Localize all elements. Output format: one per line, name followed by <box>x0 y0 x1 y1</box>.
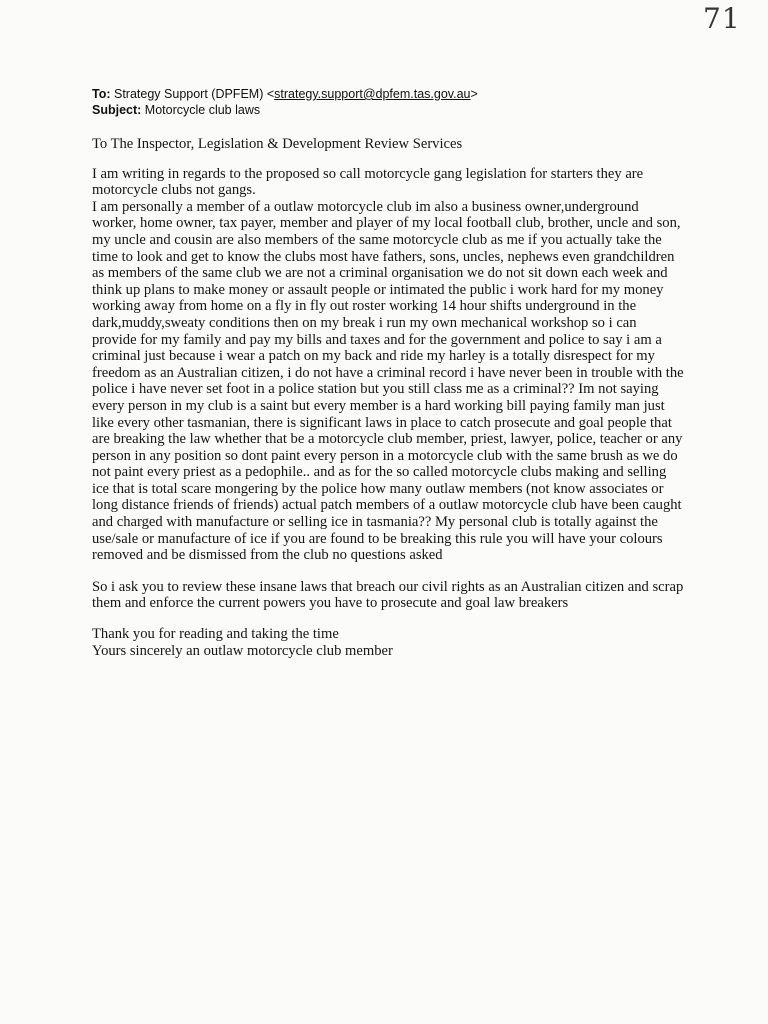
subject-text: Motorcycle club laws <box>144 103 261 117</box>
handwritten-page-number: 71 <box>703 2 741 35</box>
closing-thanks: Thank you for reading and taking the time <box>92 626 339 643</box>
paragraph-request: So i ask you to review these insane laws that breach our civil rights as an Australian citizen and scrap them and enforce the current powers you have to prosecute and goal law breakers <box>92 578 684 612</box>
salutation: To The Inspector, Legislation & Development Review Services <box>92 136 463 152</box>
to-name: Strategy Support (DPFEM) < <box>114 87 275 101</box>
to-address-link[interactable]: strategy.support@dpfem.tas.gov.au <box>274 87 471 101</box>
letter-body <box>92 136 684 659</box>
paragraph-main: I am personally a member of a outlaw motorcycle club im also a business owner,underground worker, home owner, tax payer, member and player of my local football club, brother, uncle and son, my uncle and cousin are also members of the same motorcycle club as me if you actually take the time to look and get to know the clubs most have fathers, sons, uncles, nephews even grandchildren as members of the same club we are not a criminal organisation we do not sit down each week and think up plans to make money or assault people or intimated the public i work hard for my money working away from home on a fly in fly out roster working 14 hour shifts underground in the dark,muddy,sweaty conditions then on my break i run my own mechanical workshop so i can provide for my family and pay my bills and taxes and for the government and police to say i am a criminal just because i wear a patch on my back and ride my harley is a totally disrespect for my freedom as an Australian citizen, i do not have a criminal record i have never been in trouble with the police i have never set foot in a police station but you still class me as a criminal?? Im not saying every person in my club is a saint but every member is a hard working bill paying family man just like every other tasmanian, there is significant laws in place to catch prosecute and goal people that are breaking the law whether that be a motorcycle club member, priest, lawyer, police, teacher or any person in any position so dont paint every person in a motorcycle club with the same brush as we do not paint every priest as a pedophile.. and as for the so called motorcycle clubs making and selling ice that is total scare mongering by the police how many outlaw members (not know associates or long distance friends of friends) actual patch members of a outlaw motorcycle club have been caught and charged with manufacture or selling ice in tasmania?? My personal club is totally against the use/sale or manufacture of ice if you are found to be breaking this rule you will have your colours removed and be dismissed from the club no questions asked <box>92 198 684 564</box>
closing-signature: Yours sincerely an outlaw motorcycle club member <box>92 642 393 659</box>
subject-label: Subject: <box>92 103 142 117</box>
paragraph-intro: I am writing in regards to the proposed so call motorcycle gang legislation for starters they are motorcycle clubs not gangs. <box>92 165 644 199</box>
subject-line <box>92 102 712 118</box>
to-line <box>92 86 712 102</box>
email-header <box>92 86 712 118</box>
to-label: To: <box>92 87 111 101</box>
to-close: > <box>470 87 478 101</box>
